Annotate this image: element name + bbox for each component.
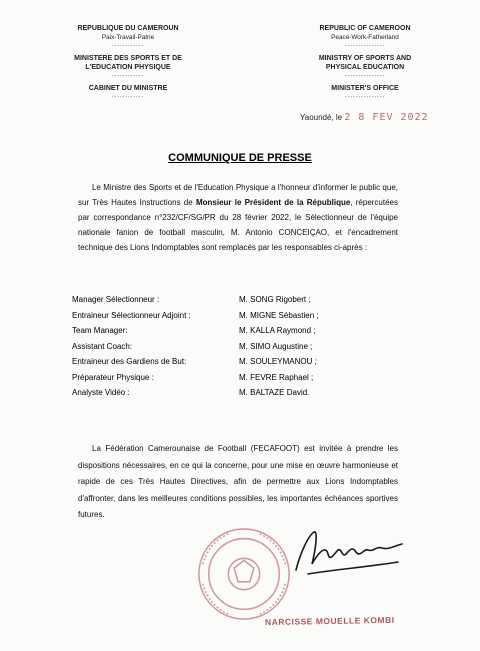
document-title (0, 152, 480, 164)
country-name-fr: REPUBLIQUE DU CAMEROUN (77, 25, 179, 32)
staff-person: M. SIMO Augustine ; (239, 341, 313, 351)
date-place: Yaoundé, le (300, 113, 343, 122)
dots-separator: ............ (111, 93, 144, 99)
list-item (72, 357, 372, 373)
official-seal-icon (195, 525, 293, 623)
ministry-name-fr-line1: MINISTERE DES SPORTS ET DE (74, 55, 182, 62)
staff-role: Entraineur Sélectionneur Adjoint : (72, 310, 191, 320)
paragraph-announcement (78, 180, 398, 255)
paragraph-directive: La Fédération Camerounaise de Football (FECAFOOT) est invitée à prendre les dispositions nécessaires, en ce qui la concerne, pour une mise en œuvre harmonieuse et rapide de ces Très Hautes Directives, afin de permettre aux Lions Indomptables d'affronter, dans les meilleures conditions possibles, les importantes échéances sportives futures. (78, 444, 398, 519)
paragraph-intro: Le Ministre des Sports et de l'Education Physique a l'honneur d'informer le public que, sur Très Hautes Instructions de (78, 183, 398, 207)
staff-role: Manager Sélectionneur : (72, 295, 160, 304)
dots-separator: ............ (111, 42, 144, 48)
title-text: COMMUNIQUE DE PRESSE (168, 152, 312, 164)
list-item (72, 342, 372, 358)
motto-en: Peace-Work-Fatherland (331, 34, 399, 41)
paragraph-rest: , répercutées par correspondance n°232/CF/SG/PR du 28 février 2022, le Sélectionneur de l'équipe nationale fanion de football masculin, M. Antonio CONCEIÇAO, et l'encadrement technique des Lions Indomptables sont remplacés par les responsables ci-après : (78, 198, 399, 252)
staff-person: M. BALTAZE David. (239, 388, 310, 397)
date-stamp: 2 8 FEV 2022 (344, 112, 429, 123)
staff-list (72, 295, 372, 404)
ministry-name-en-line1: MINISTRY OF SPORTS AND (318, 55, 412, 62)
dots-separator: ............ (111, 72, 144, 78)
ministry-name-en-line2: PHYSICAL EDUCATION (325, 64, 405, 71)
dots-separator: ............... (344, 93, 385, 99)
signature-icon (290, 524, 410, 586)
list-item (72, 388, 372, 404)
staff-person: M. SONG Rigobert ; (239, 295, 311, 304)
signatory-name: NARCISSE MOUELLE KOMBI (264, 614, 395, 628)
dots-separator: ............... (344, 72, 385, 78)
office-name-fr: CABINET DU MINISTRE (88, 85, 168, 92)
ministry-name-fr-line2: L'EDUCATION PHYSIQUE (85, 64, 171, 71)
staff-role: Team Manager: (72, 326, 128, 335)
country-name-en: REPUBLIC OF CAMEROON (319, 25, 411, 32)
dots-separator: ............... (344, 42, 385, 48)
list-item (72, 295, 372, 311)
office-name-en: MINISTER'S OFFICE (331, 85, 399, 92)
staff-person: M. MIGNE Sébastien ; (239, 310, 319, 320)
staff-person: M. FEVRE Raphael ; (239, 372, 314, 382)
staff-role: Assistant Coach: (72, 341, 133, 351)
list-item (72, 373, 372, 389)
motto-fr: Paix-Travail-Patrie (101, 34, 155, 41)
header-left (48, 24, 208, 100)
staff-role: Entraineur des Gardiens de But: (72, 357, 187, 366)
paragraph-emphasis: Monsieur le Président de la République (195, 198, 351, 207)
staff-role: Préparateur Physique : (72, 372, 154, 382)
list-item (72, 326, 372, 342)
staff-person: M. SOULEYMANOU ; (239, 357, 317, 366)
list-item (72, 311, 372, 327)
header-right (285, 24, 445, 100)
staff-role: Analyste Vidéo : (72, 388, 130, 397)
document-date (300, 112, 429, 123)
staff-person: M. KALLA Raymond ; (239, 326, 316, 335)
